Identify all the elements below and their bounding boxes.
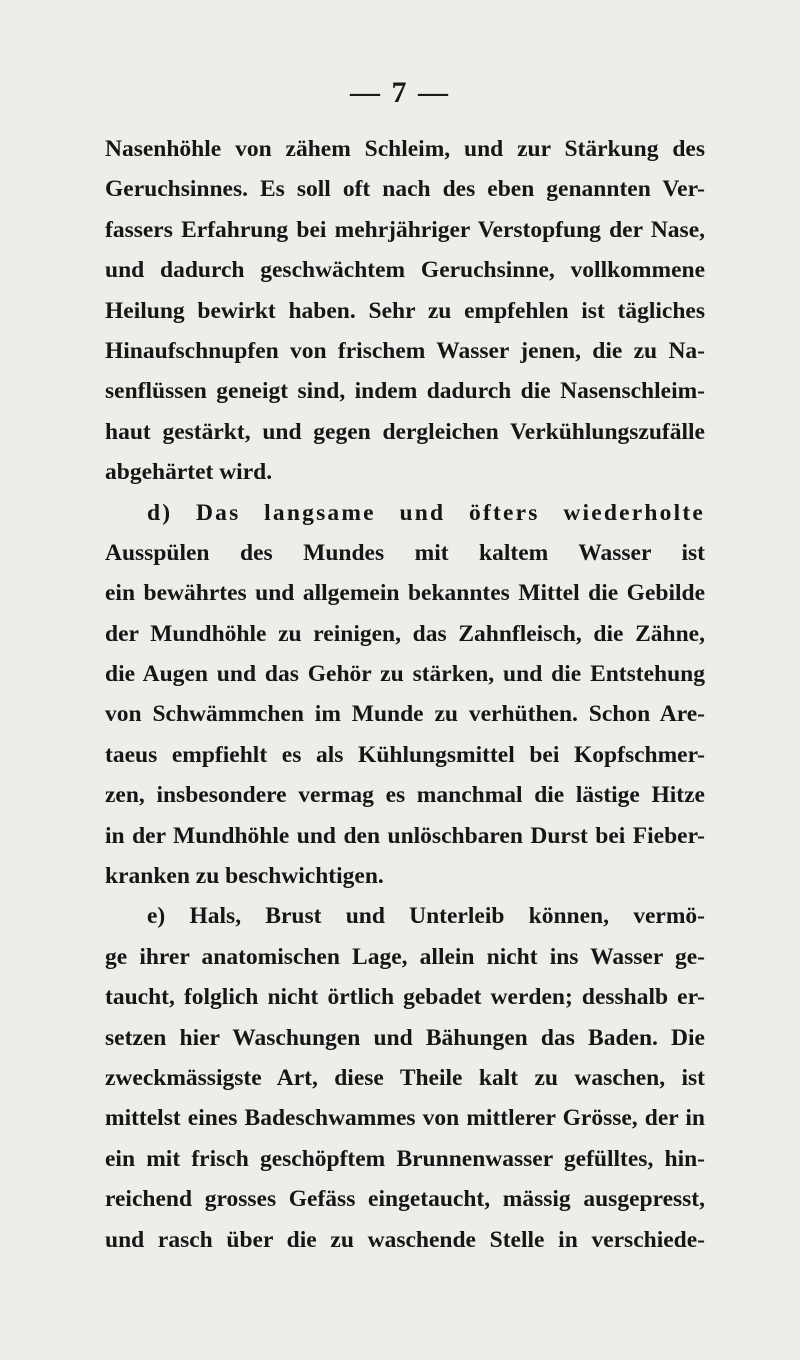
text-line: Heilung bewirkt haben. Sehr zu empfehlen ist tägliches xyxy=(105,297,705,324)
text-line: die Augen und das Gehör zu stärken, und die Entstehung xyxy=(105,661,705,688)
text-line: kranken zu beschwichtigen. xyxy=(105,863,384,890)
text-line: reichend grosses Gefäss eingetaucht, mässig ausgepresst, xyxy=(105,1186,705,1213)
text-line: und dadurch geschwächtem Geruchsinne, vollkommene xyxy=(105,257,705,284)
text-line: zen, insbesondere vermag es manchmal die lästige Hitze xyxy=(105,782,705,809)
page-number: — 7 — xyxy=(350,76,450,109)
text-line: ein bewährtes und allgemein bekanntes Mittel die Gebilde xyxy=(105,580,705,607)
text-line: von Schwämmchen im Munde zu verhüthen. Schon Are- xyxy=(105,701,705,728)
text-line: Hinaufschnupfen von frischem Wasser jenen, die zu Na- xyxy=(105,337,705,364)
text-line: zweckmässigste Art, diese Theile kalt zu waschen, ist xyxy=(105,1064,705,1091)
text-line: senflüssen geneigt sind, indem dadurch die Nasenschleim- xyxy=(105,378,705,405)
text-line: in der Mundhöhle und den unlöschbaren Durst bei Fieber- xyxy=(105,822,705,849)
text-line: setzen hier Waschungen und Bähungen das Baden. Die xyxy=(105,1024,705,1051)
text-line: taucht, folglich nicht örtlich gebadet werden; desshalb er- xyxy=(105,984,705,1011)
section-e-heading-line: e) Hals, Brust und Unterleib können, vermö- xyxy=(147,903,705,930)
text-line: ge ihrer anatomischen Lage, allein nicht ins Wasser ge- xyxy=(105,943,705,970)
text-line: Ausspülen des Mundes mit kaltem Wasser ist xyxy=(105,539,705,566)
text-line: der Mundhöhle zu reinigen, das Zahnfleisch, die Zähne, xyxy=(105,620,705,647)
section-d-heading-line: d) Das langsame und öfters wiederholte xyxy=(147,499,705,526)
text-line: haut gestärkt, und gegen dergleichen Verkühlungszufälle xyxy=(105,418,705,445)
text-line: ein mit frisch geschöpftem Brunnenwasser gefülltes, hin- xyxy=(105,1145,705,1172)
text-line: Geruchsinnes. Es soll oft nach des eben genannten Ver- xyxy=(105,176,705,203)
text-line: mittelst eines Badeschwammes von mittlerer Grösse, der in xyxy=(105,1105,705,1132)
text-line: und rasch über die zu waschende Stelle in verschiede- xyxy=(105,1226,705,1253)
body-text xyxy=(105,129,705,1260)
text-line: abgehärtet wird. xyxy=(105,459,273,486)
text-line: fassers Erfahrung bei mehrjähriger Verstopfung der Nase, xyxy=(105,216,705,243)
text-line: Nasenhöhle von zähem Schleim, und zur Stärkung des xyxy=(105,136,705,162)
text-line: taeus empfiehlt es als Kühlungsmittel bei Kopfschmer- xyxy=(105,741,705,768)
